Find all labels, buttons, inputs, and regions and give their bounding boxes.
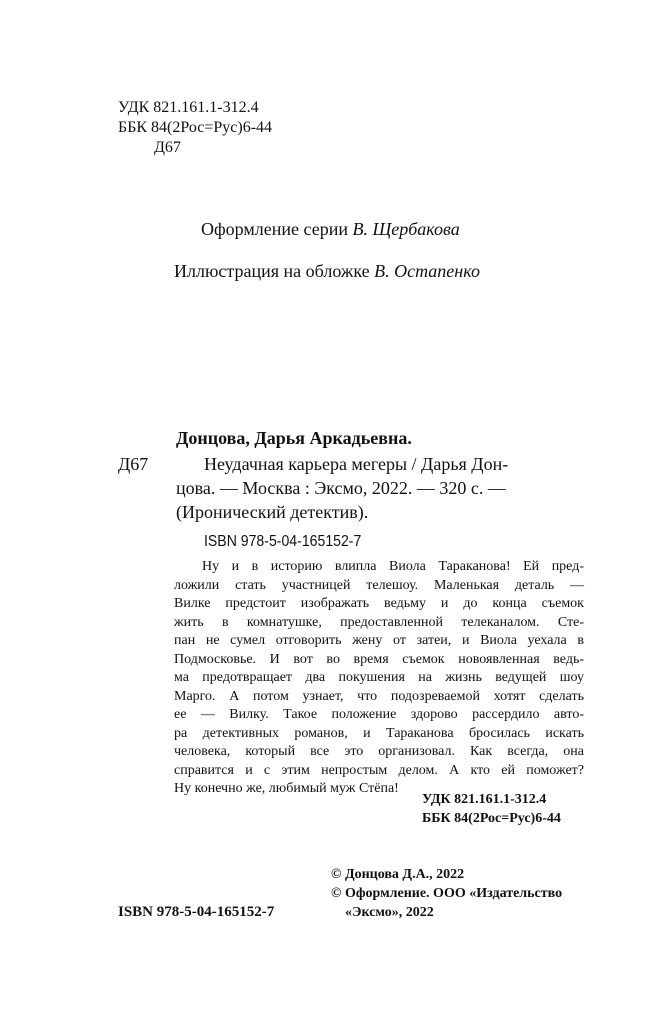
udk-code: УДК 821.161.1-312.4 (118, 99, 259, 116)
bibliography-line: цова. — Москва : Эксмо, 2022. — 320 с. — (176, 478, 506, 498)
cover-illustration-label: Иллюстрация на обложке (174, 261, 370, 281)
annotation-line: ложили стать участницей телешоу. Маленькая деталь — (174, 577, 584, 593)
bbk-code: ББК 84(2Рос=Рус)6-44 (118, 119, 273, 136)
annotation-line: Вилке предстоит изображать ведьму и до конца съемок (174, 596, 584, 611)
annotation-line: Ну и в историю влипла Виола Тараканова! Ей пред- (202, 559, 584, 574)
annotation-line: Ну конечно же, любимый муж Стёпа! (174, 781, 399, 796)
annotation-line: пан не сумел отговорить жену от затеи, и Виола уехала в (174, 633, 584, 648)
annotation-line: Марго. А потом узнает, что подозреваемой хотят сделать (174, 688, 584, 704)
cover-illustration-credit (174, 260, 480, 282)
series-design-label: Оформление серии (201, 219, 348, 239)
bibliography-isbn-text: ISBN 978-5-04-165152-7 (204, 533, 362, 550)
annotation-line: Подмосковье. И вот во время съемок новоявленная ведь- (174, 651, 584, 667)
footer-isbn: ISBN 978-5-04-165152-7 (118, 904, 275, 920)
annotation-line: человека, который все это организовал. Как всегда, она (174, 744, 584, 759)
annotation-line: ее — Вилку. Такое положение здорово рассердило авто- (174, 707, 584, 722)
annotation (174, 558, 584, 799)
annotation-line: справится и с этим непростым делом. А кто ей поможет? (174, 762, 584, 778)
bottom-udk-code: УДК 821.161.1-312.4 (422, 792, 547, 807)
bibliography-isbn (204, 532, 383, 552)
author-mark: Д67 (154, 139, 181, 156)
author-heading: Донцова, Дарья Аркадьевна. (176, 428, 412, 448)
series-design-credit (201, 218, 460, 240)
bibliography-line: Неудачная карьера мегеры / Дарья Дон- (204, 454, 509, 474)
bibliography-line: (Иронический детектив). (176, 502, 369, 522)
bibliography-mark: Д67 (118, 454, 149, 474)
series-design-name: В. Щербакова (352, 219, 460, 239)
bottom-bbk-code: ББК 84(2Рос=Рус)6-44 (422, 811, 561, 826)
copyright-line: «Эксмо», 2022 (345, 905, 434, 920)
copyright-line: © Донцова Д.А., 2022 (331, 867, 465, 882)
cover-illustration-name: В. Остапенко (374, 261, 480, 281)
annotation-line: жить в комнатушке, предоставленной телеканалом. Сте- (174, 614, 584, 630)
annotation-line: ра детективных романов, и Тараканова бросилась искать (174, 725, 584, 741)
annotation-line: ма предотвращает два покушения на жизнь ведущей шоу (174, 670, 584, 685)
copyright-line: © Оформление. ООО «Издательство (331, 886, 563, 901)
